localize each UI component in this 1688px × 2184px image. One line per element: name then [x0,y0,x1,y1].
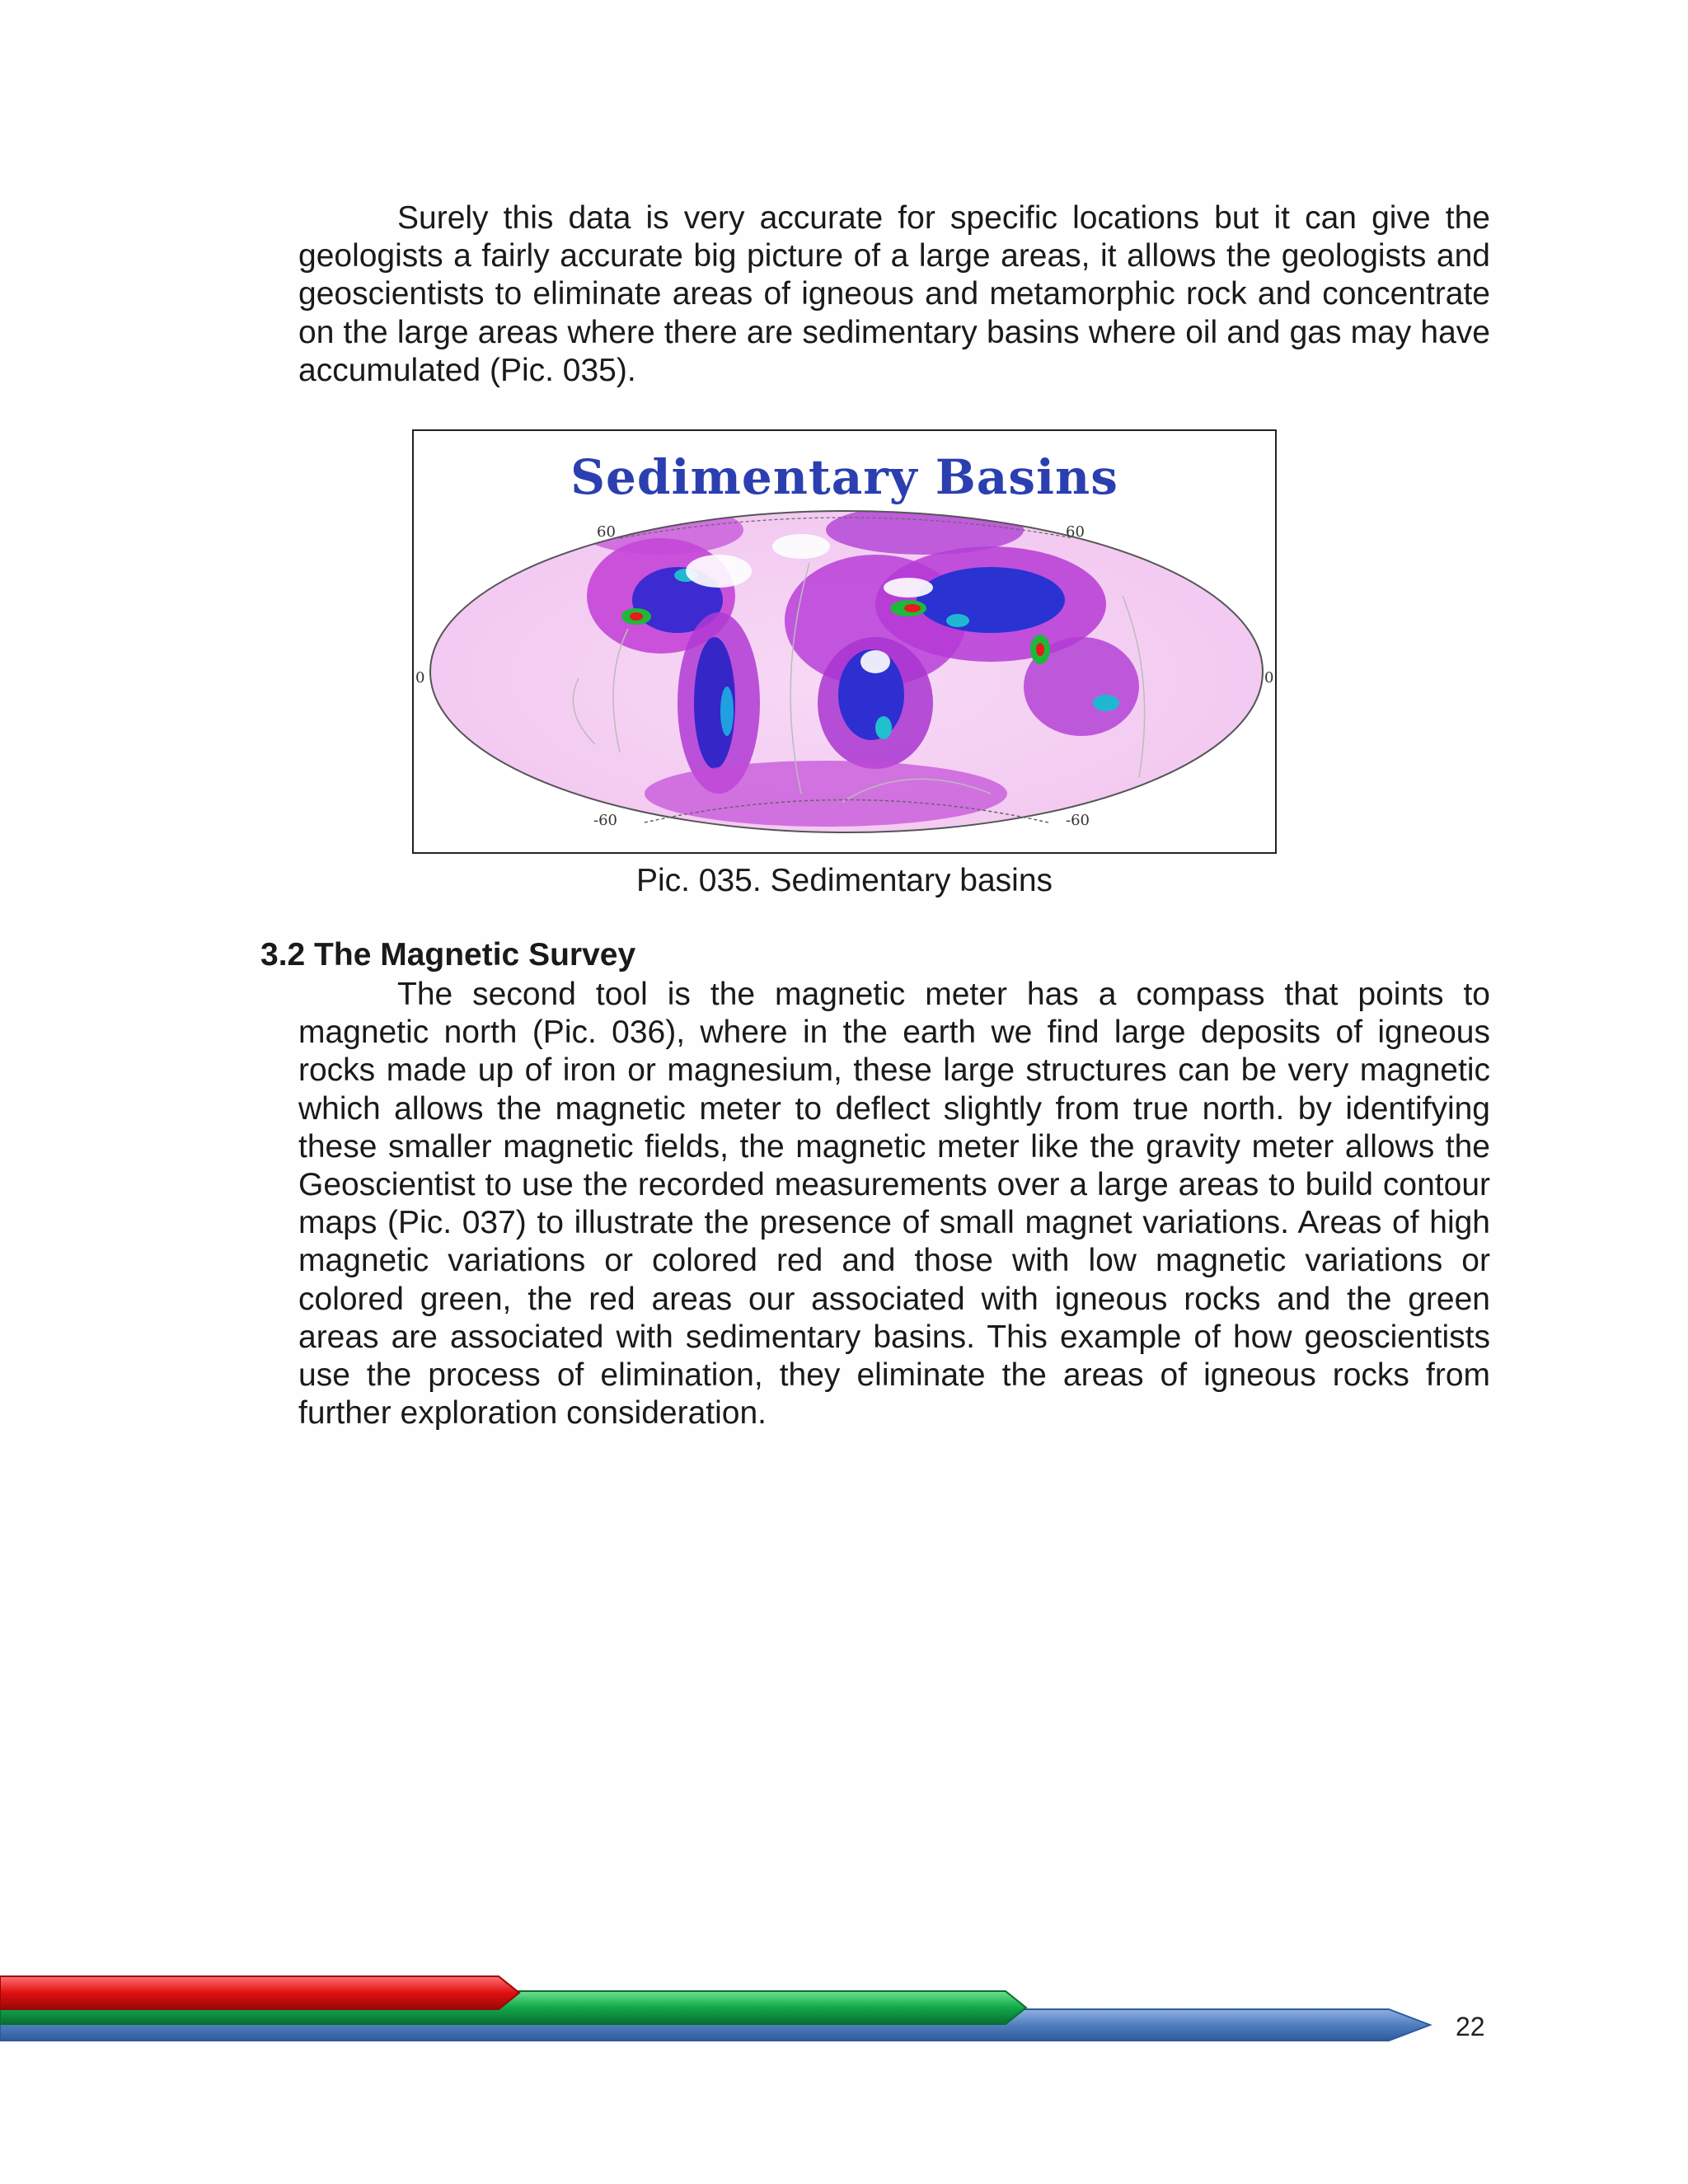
red-arrow [0,1976,519,2009]
lat-label-60-left: 60 [597,523,616,541]
lat-label-60-right: 60 [1066,523,1085,541]
paragraph-magnetic-survey-text: The second tool is the magnetic meter has a compass that points to magnetic north (Pic. 036), where in the earth we find large deposits of igneous rocks made up of iron or magnesium, these large structures can be very magnetic which allows the magnetic meter to deflect slightly from true north. by identifying these smaller magnetic fields, the magnetic meter like the gravity meter allows the Geoscientist to use the recorded measurements over a large areas to build contour maps (Pic. 037) to illustrate the presence of small magnet variations. Areas of high magnetic variations or colored red and those with low magnetic variations or colored green, the red areas our associated with igneous rocks and the green areas are associated with sedimentary basins. This example of how geoscientists use the process of elimination, they eliminate the areas of igneous rocks from further exploration consideration. [298,977,1490,1432]
paragraph-intro [298,199,1490,390]
section-heading: 3.2 The Magnetic Survey [260,937,636,972]
figure-sedimentary-basins [412,429,1277,854]
world-map-image [414,431,1275,852]
lat-label-minus60-right: -60 [1066,812,1090,829]
paragraph-intro-text: Surely this data is very accurate for specific locations but it can give the geologists a fairly accurate big picture of a large areas, it allows the geologists and geoscientists to eliminate areas of igneous and metamorphic rock and concentrate on the large areas where there are sedimentary basins where oil and gas may have accumulated (Pic. 035). [298,200,1490,388]
lat-label-minus60-left: -60 [593,812,617,829]
figure-caption: Pic. 035. Sedimentary basins [635,863,1053,898]
page-number: 22 [1456,2012,1485,2041]
footer-arrows [0,1970,1451,2069]
lat-label-0-left: 0 [415,669,425,687]
paragraph-magnetic-survey [298,976,1490,1432]
lat-label-0-right: 0 [1264,669,1274,687]
figure-title: Sedimentary Basins [570,449,1118,505]
